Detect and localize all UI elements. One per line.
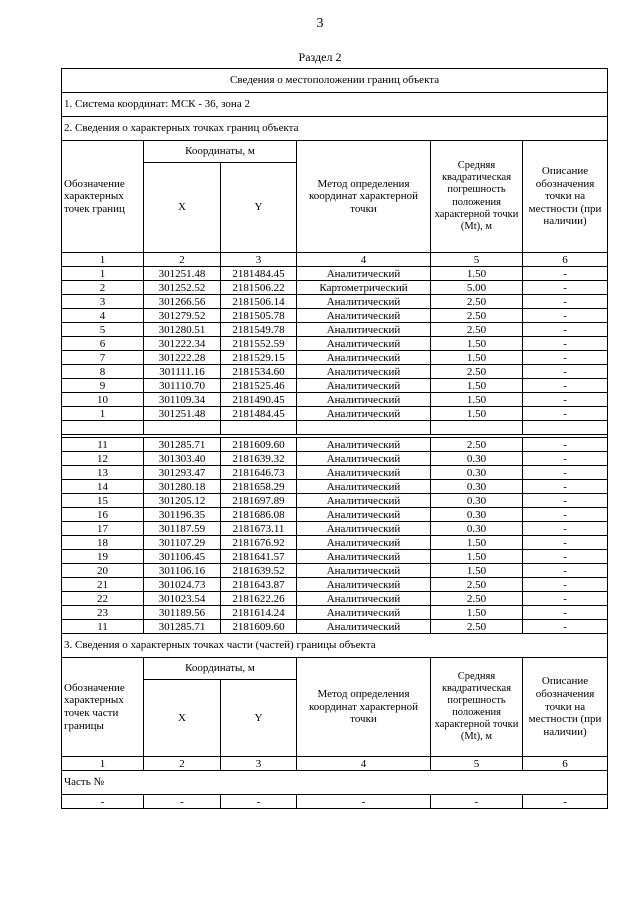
table-cell: Аналитический xyxy=(297,379,431,393)
table-row xyxy=(62,522,608,536)
table-cell: Аналитический xyxy=(297,407,431,421)
table-cell: Аналитический xyxy=(297,393,431,407)
table-cell: 2181639.52 xyxy=(221,564,297,578)
table-cell: 3 xyxy=(221,757,297,771)
table-cell: Аналитический xyxy=(297,550,431,564)
section-title: Раздел 2 xyxy=(298,50,342,64)
table-cell: Аналитический xyxy=(297,508,431,522)
table-cell: 2181552.59 xyxy=(221,337,297,351)
table-cell: 13 xyxy=(62,466,144,480)
table-row xyxy=(62,466,608,480)
table-cell: 4 xyxy=(297,253,431,267)
table-cell: 10 xyxy=(62,393,144,407)
table-cell: 301251.48 xyxy=(144,267,221,281)
table-cell: 301279.52 xyxy=(144,309,221,323)
table-cell: 301109.34 xyxy=(144,393,221,407)
table-row xyxy=(62,480,608,494)
table-cell: 1.50 xyxy=(431,393,523,407)
table-cell: Картометрический xyxy=(297,281,431,295)
table-row xyxy=(62,309,608,323)
part-header-description: Описание обозначения точки на местности (при наличии) xyxy=(523,658,608,757)
table-cell: 301111.16 xyxy=(144,365,221,379)
table-cell: 15 xyxy=(62,494,144,508)
table-cell: 20 xyxy=(62,564,144,578)
table-row xyxy=(62,620,608,634)
table-cell: Аналитический xyxy=(297,295,431,309)
table-cell: 1.50 xyxy=(431,606,523,620)
table-cell: 301285.71 xyxy=(144,620,221,634)
table-cell: 11 xyxy=(62,620,144,634)
table-cell: - xyxy=(523,550,608,564)
table-cell: 1.50 xyxy=(431,337,523,351)
table-row xyxy=(62,606,608,620)
table-cell: 301110.70 xyxy=(144,379,221,393)
table-cell: 12 xyxy=(62,452,144,466)
table-cell: 2181676.92 xyxy=(221,536,297,550)
table-cell: 301024.73 xyxy=(144,578,221,592)
part-header-x: X xyxy=(144,680,221,757)
table-cell: Аналитический xyxy=(297,267,431,281)
table-cell: - xyxy=(523,438,608,452)
table-cell: 2181506.14 xyxy=(221,295,297,309)
header-y: Y xyxy=(221,163,297,253)
table-cell: - xyxy=(523,407,608,421)
header-description: Описание обозначения точки на местности (при наличии) xyxy=(523,141,608,253)
table-cell: 3 xyxy=(62,295,144,309)
table-cell: 1 xyxy=(62,267,144,281)
table-row xyxy=(62,337,608,351)
part-header-method: Метод определения координат характерной точки xyxy=(297,658,431,757)
table-cell: Аналитический xyxy=(297,365,431,379)
table-cell: 2181534.60 xyxy=(221,365,297,379)
table-cell: Аналитический xyxy=(297,466,431,480)
table-cell: 1.50 xyxy=(431,536,523,550)
table-row xyxy=(62,365,608,379)
table-cell: 2181506.22 xyxy=(221,281,297,295)
table-cell: 2 xyxy=(144,253,221,267)
table-cell: 301222.34 xyxy=(144,337,221,351)
table-row xyxy=(62,351,608,365)
table-cell: 17 xyxy=(62,522,144,536)
header-designation: Обозначение характерных точек границ xyxy=(62,141,144,253)
table-cell: 2.50 xyxy=(431,309,523,323)
table-cell: 2181686.08 xyxy=(221,508,297,522)
table-cell: 9 xyxy=(62,379,144,393)
table-cell: 5 xyxy=(431,253,523,267)
table-cell: Аналитический xyxy=(297,438,431,452)
part-section-title: 3. Сведения о характерных точках части (частей) границы объекта xyxy=(62,634,608,658)
header-method: Метод определения координат характерной точки xyxy=(297,141,431,253)
table-cell: 21 xyxy=(62,578,144,592)
table-cell: 2181658.29 xyxy=(221,480,297,494)
table-cell: 2181643.87 xyxy=(221,578,297,592)
table-cell: Аналитический xyxy=(297,592,431,606)
table-cell: - xyxy=(297,795,431,809)
table-cell: 301280.51 xyxy=(144,323,221,337)
table-cell: Аналитический xyxy=(297,606,431,620)
table-cell: 1.50 xyxy=(431,267,523,281)
table-cell: 23 xyxy=(62,606,144,620)
table-cell: 2 xyxy=(62,281,144,295)
table-cell: 2.50 xyxy=(431,592,523,606)
table-cell: 2181484.45 xyxy=(221,267,297,281)
table-cell: 2181641.57 xyxy=(221,550,297,564)
table-cell: - xyxy=(523,508,608,522)
table-cell: 2 xyxy=(144,757,221,771)
table-cell: 2181609.60 xyxy=(221,620,297,634)
table-row xyxy=(62,438,608,452)
table-cell: Аналитический xyxy=(297,337,431,351)
table-row xyxy=(62,452,608,466)
table-cell: 301205.12 xyxy=(144,494,221,508)
table-cell: - xyxy=(523,379,608,393)
table-cell: 6 xyxy=(523,253,608,267)
table-cell: - xyxy=(523,480,608,494)
table-row xyxy=(62,564,608,578)
table-cell: - xyxy=(523,393,608,407)
table-cell: - xyxy=(523,337,608,351)
table-cell: 301252.52 xyxy=(144,281,221,295)
table-cell: - xyxy=(221,795,297,809)
table-cell: 0.30 xyxy=(431,494,523,508)
table-cell: 5 xyxy=(62,323,144,337)
table-cell: 6 xyxy=(62,337,144,351)
table-cell: 301106.16 xyxy=(144,564,221,578)
table-cell: 301266.56 xyxy=(144,295,221,309)
table-cell: - xyxy=(523,466,608,480)
table-cell: 2181697.89 xyxy=(221,494,297,508)
table-cell: - xyxy=(523,795,608,809)
table-cell: 3 xyxy=(221,253,297,267)
table-row xyxy=(62,494,608,508)
table-cell: Аналитический xyxy=(297,620,431,634)
table-cell: 301293.47 xyxy=(144,466,221,480)
table-cell: 1 xyxy=(62,253,144,267)
table-cell: 14 xyxy=(62,480,144,494)
table-cell: 301280.18 xyxy=(144,480,221,494)
table-cell: 2.50 xyxy=(431,438,523,452)
table-cell: 1.50 xyxy=(431,379,523,393)
part-header-y: Y xyxy=(221,680,297,757)
part-header-designation: Обозначение характерных точек части границы xyxy=(62,658,144,757)
table-row xyxy=(62,393,608,407)
coord-system: 1. Система координат: МСК - 36, зона 2 xyxy=(62,93,608,117)
table-cell: 0.30 xyxy=(431,522,523,536)
table-row xyxy=(62,407,608,421)
table-cell: 301023.54 xyxy=(144,592,221,606)
table-title: Сведения о местоположении границ объекта xyxy=(62,69,608,93)
table-cell: 301107.29 xyxy=(144,536,221,550)
table-cell: 301251.48 xyxy=(144,407,221,421)
table-cell: Аналитический xyxy=(297,564,431,578)
table-row xyxy=(62,379,608,393)
table-cell: 11 xyxy=(62,438,144,452)
table-cell: 4 xyxy=(297,757,431,771)
table-cell: - xyxy=(62,795,144,809)
table-row xyxy=(62,578,608,592)
table-cell: 2181673.11 xyxy=(221,522,297,536)
header-coords: Координаты, м xyxy=(144,141,297,163)
table-cell: - xyxy=(523,536,608,550)
table-cell: Аналитический xyxy=(297,522,431,536)
table-cell: 18 xyxy=(62,536,144,550)
table-cell: - xyxy=(523,351,608,365)
table-cell: Аналитический xyxy=(297,494,431,508)
table-cell: 0.30 xyxy=(431,466,523,480)
table-cell: 1.50 xyxy=(431,351,523,365)
table-cell: 2181639.32 xyxy=(221,452,297,466)
table-cell: 2.50 xyxy=(431,578,523,592)
table-cell: 1.50 xyxy=(431,407,523,421)
table-cell: 2181609.60 xyxy=(221,438,297,452)
table-cell: - xyxy=(523,323,608,337)
table-row xyxy=(62,323,608,337)
table-cell: 0.30 xyxy=(431,480,523,494)
table-row xyxy=(62,536,608,550)
table-cell: 2181549.78 xyxy=(221,323,297,337)
table-cell: - xyxy=(523,365,608,379)
table-cell: - xyxy=(523,452,608,466)
table-cell: 7 xyxy=(62,351,144,365)
table-cell: 1 xyxy=(62,757,144,771)
table-cell: - xyxy=(523,281,608,295)
table-row xyxy=(62,592,608,606)
table-cell: Аналитический xyxy=(297,452,431,466)
table-cell: 2181525.46 xyxy=(221,379,297,393)
table-cell: 6 xyxy=(523,757,608,771)
table-row xyxy=(62,267,608,281)
table-cell: 5.00 xyxy=(431,281,523,295)
table-cell: - xyxy=(523,620,608,634)
table-cell: 2.50 xyxy=(431,323,523,337)
table-cell: 2181490.45 xyxy=(221,393,297,407)
table-cell: 301303.40 xyxy=(144,452,221,466)
table-cell: 0.30 xyxy=(431,508,523,522)
table-cell: 4 xyxy=(62,309,144,323)
table-cell: 0.30 xyxy=(431,452,523,466)
table-cell: Аналитический xyxy=(297,351,431,365)
table-row xyxy=(62,281,608,295)
table-cell: 22 xyxy=(62,592,144,606)
table-cell: - xyxy=(523,578,608,592)
table-cell: 2181646.73 xyxy=(221,466,297,480)
table-cell: 16 xyxy=(62,508,144,522)
gap-cell xyxy=(62,421,144,435)
table-cell: - xyxy=(144,795,221,809)
table-cell: - xyxy=(431,795,523,809)
table-cell: 301285.71 xyxy=(144,438,221,452)
table-cell: 301106.45 xyxy=(144,550,221,564)
part-header-coords: Координаты, м xyxy=(144,658,297,680)
table-cell: 1.50 xyxy=(431,550,523,564)
table-row xyxy=(62,550,608,564)
table-cell: 1.50 xyxy=(431,564,523,578)
table-cell: - xyxy=(523,309,608,323)
table-cell: 301189.56 xyxy=(144,606,221,620)
table-row xyxy=(62,508,608,522)
table-cell: - xyxy=(523,564,608,578)
page-number: 3 xyxy=(316,16,324,31)
table-cell: Аналитический xyxy=(297,323,431,337)
table-cell: - xyxy=(523,606,608,620)
table-cell: 301222.28 xyxy=(144,351,221,365)
table-cell: Аналитический xyxy=(297,578,431,592)
header-error: Средняя квадратическая погрешность положения характерной точки (Mt), м xyxy=(431,141,523,253)
points-section-title: 2. Сведения о характерных точках границ объекта xyxy=(62,117,608,141)
table-cell: Аналитический xyxy=(297,480,431,494)
table-cell: - xyxy=(523,267,608,281)
table-cell: 301196.35 xyxy=(144,508,221,522)
table-cell: 1 xyxy=(62,407,144,421)
table-cell: Аналитический xyxy=(297,536,431,550)
table-cell: 2181529.15 xyxy=(221,351,297,365)
table-cell: 2181614.24 xyxy=(221,606,297,620)
table-row xyxy=(62,295,608,309)
table-cell: 301187.59 xyxy=(144,522,221,536)
table-cell: 5 xyxy=(431,757,523,771)
table-cell: - xyxy=(523,494,608,508)
table-cell: 2.50 xyxy=(431,365,523,379)
table-cell: Аналитический xyxy=(297,309,431,323)
table-cell: 2181484.45 xyxy=(221,407,297,421)
header-x: X xyxy=(144,163,221,253)
table-cell: 2181505.78 xyxy=(221,309,297,323)
part-header-error: Средняя квадратическая погрешность положения характерной точки (Mt), м xyxy=(431,658,523,757)
boundary-table xyxy=(61,68,608,809)
table-cell: - xyxy=(523,592,608,606)
table-cell: - xyxy=(523,522,608,536)
part-label: Часть № xyxy=(62,771,608,795)
table-cell: 2.50 xyxy=(431,295,523,309)
table-cell: 2181622.26 xyxy=(221,592,297,606)
table-cell: - xyxy=(523,295,608,309)
table-cell: 19 xyxy=(62,550,144,564)
table-cell: 8 xyxy=(62,365,144,379)
table-cell: 2.50 xyxy=(431,620,523,634)
